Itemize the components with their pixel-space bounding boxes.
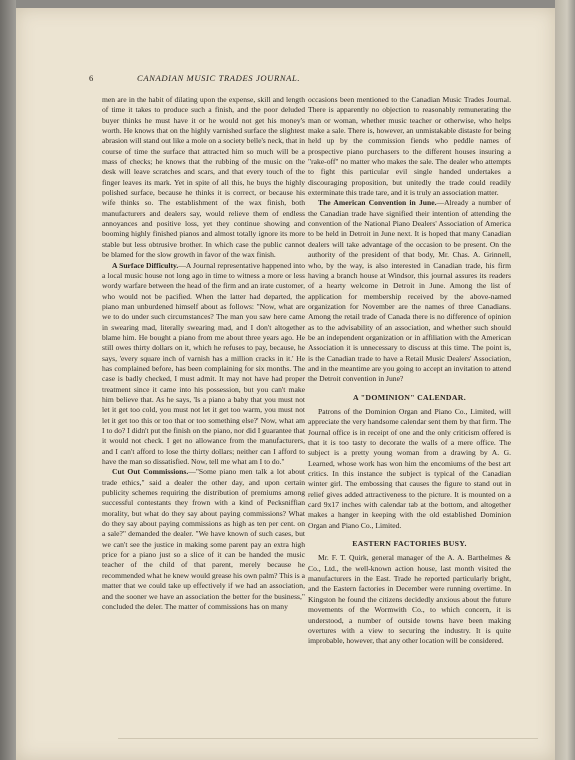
paragraph-cut-out-commissions xyxy=(102,467,305,612)
paragraph-body: —"Some piano men talk a lot about trade ethics," said a dealer the other day, and upon certain publicity schemes requiring the distribution of premiums among successful contestants they frown with a kind of Pecksniffian morality, but what do they say about paying commissions? What do they say about paying commissions as high as ten per cent. on a sale?" demanded the dealer. "We have known of such cases, but we can't see the justice in making some parent pay an extra high price for a piano just so a slice of it can be handed the music teacher of the child of that parent, merely because he recommended what he knew would grease his own palm? This is a matter that we could take up effectively if we had an association, and the sooner we have an association the better for the business," concluded the deler. The matter of commissions has on many xyxy=(102,467,305,611)
section-heading-factories: EASTERN FACTORIES BUSY. xyxy=(352,539,467,549)
paragraph-factories: Mr. F. T. Quirk, general manager of the A. A. Barthelmes & Co., Ltd., the well-known action house, last month visited the manufacturers in the East. Trade he reported particularly bright, and the Eastern factories in December were running overtime. In Kingston he found the citizens decidedly anxious about the future movements of the Wormwith Co., to which concern, it is understood, a number of outside towns have been making overtures with a view to securing the industry. It is quite improbable, however, that any other location will be considered. xyxy=(308,553,511,646)
run-in-heading: Cut Out Commissions. xyxy=(112,467,189,477)
page-bottom-rule xyxy=(118,738,538,739)
run-in-heading: A Surface Difficulty. xyxy=(112,260,179,270)
paragraph-commissions-cont: occasions been mentioned to the Canadian Music Trades Journal. There is apparently no objection to reasonably remunerating the man or woman, whether music teacher or otherwise, who helps make a sale. There is, however, an unmistakable distaste for being held up by the commission fiends who peddle names of prospective piano purchasers to the different houses insuring a "rake-off" no matter who makes the sale. The dealer who attempts to fight this particular evil single handed undertakes a discouraging proposition, but unitedly the trade could readily exterminate this trade tare, and it is truly an association matter. xyxy=(308,95,511,198)
section-heading-calendar: A "DOMINION" CALENDAR. xyxy=(353,392,466,402)
run-in-heading: The American Convention in June. xyxy=(318,198,437,208)
page-number: 6 xyxy=(89,73,94,83)
page-header xyxy=(89,72,539,84)
running-title: CANADIAN MUSIC TRADES JOURNAL. xyxy=(137,73,301,83)
left-column xyxy=(102,95,305,612)
paragraph-surface-difficulty xyxy=(102,261,305,468)
paragraph-body: —Already a number of the Canadian trade have signified their intention of attending the convention of the National Piano Dealers' Association of America to be held in Detroit in June next. It is hoped that many Canadian dealers will take advantage of the occasion to be present. On the authority of the president of that body, Mr. Chas. A. Grinnell, who, by the way, is also interested in Canadian trade, his firm having a branch house at Windsor, this journal assures its readers of a hearty welcome in Detroit in June. Among the list of application for membership received by the above-named organization for November are the names of three Canadians. Among the retail trade of Canada there is no difference of opinion as to the advisability of an association, and whether such should be an independent organization or in affiliation with the American Association it is unnecessary to discuss at this time. The point is, is the Canadian trade to have a Retail Music Dealers' Association, and in the meantime are you going to accept an invitation to attend the Detroit convention in June? xyxy=(308,198,511,384)
paragraph-finish-cont: men are in the habit of dilating upon the expense, skill and length of time it takes to produce such a finish, and the poor deluded buyer thinks he must have it or he would not get his money's worth. He knows that on the highly varnished surface the slightest abrasion will stand out like a mole on a society belle's neck, that in course of time the surface that attracted him so much will be a mass of checks; he knows that the rubbing of the music on the desk will leave scratches and scars, and that every touch of the finger leaves its mark. Yet in spite of all this, he buys the highly polished surface, because he thinks it is correct, or because his wife thinks so. The establishment of the wax finish, both manufacturers and dealers say, would relieve them of endless annoyances and positive loss, yet they continue showing and booming highly finished pianos and almost totally ignore its more stable but less obtrusive brother. In which case the public cannot be blamed for the slow growth in favor of the wax finish. xyxy=(102,95,305,260)
paragraph-body: —A Journal representative happened into a local music house not long ago in time to witness a more or less wordy warfare between the head of the firm and an irate customer, who would not be pacified. When the latter had departed, the piano man unburdened himself about as follows: "Now, what are we to do under such circumstances? The man you saw here came in swearing mad, literally swearing mad, and I don't altogether blame him. He bought a piano from me about three years ago. He still owes thirty dollars on it, which he refuses to pay, because, he says, 'every square inch of varnish has a million cracks in it.' He has complained before, has been complaining for six months. The case is badly checked, I must admit. It may not have had proper treatment since it came into his possession, but you can't make him believe that. As he says, 'Is a piano a baby that you must not let it get too cold, you must not let it get too warm, you must not let it get too this or too that or too something else?' Now, what am I to do? I didn't put the finish on the piano, nor did I guarantee that it would not check. I get no allowance from the manufacturers, and I can't afford to lose the thirty dollars; neither can I afford to have the man so dissatisfied. Now, tell me what am I to do." xyxy=(102,260,305,467)
right-column xyxy=(308,95,511,647)
scan-right-edge xyxy=(555,0,575,760)
paragraph-american-convention xyxy=(308,198,511,384)
paragraph-calendar: Patrons of the Dominion Organ and Piano Co., Limited, will appreciate the very handsome calendar sent them by that firm. The Journal office is in receipt of one and the only criticism offered is that it is too tasty to decorate the walls of a mere office. The subject is a pretty young woman from a drawing by A. G. Learned, whose work has won him the encomiums of the best art critics. In this instance the subject is typical of the Canadian winter girl. The embossing that causes the figure to stand out in relief gives added attractiveness to the picture. It is mounted on a card 9x17 inches with calendar tab at the bottom, and altogether makes a hanger in keeping with the old established Dominion Organ and Piano Co., Limited. xyxy=(308,406,511,530)
scan-left-edge xyxy=(0,0,16,760)
